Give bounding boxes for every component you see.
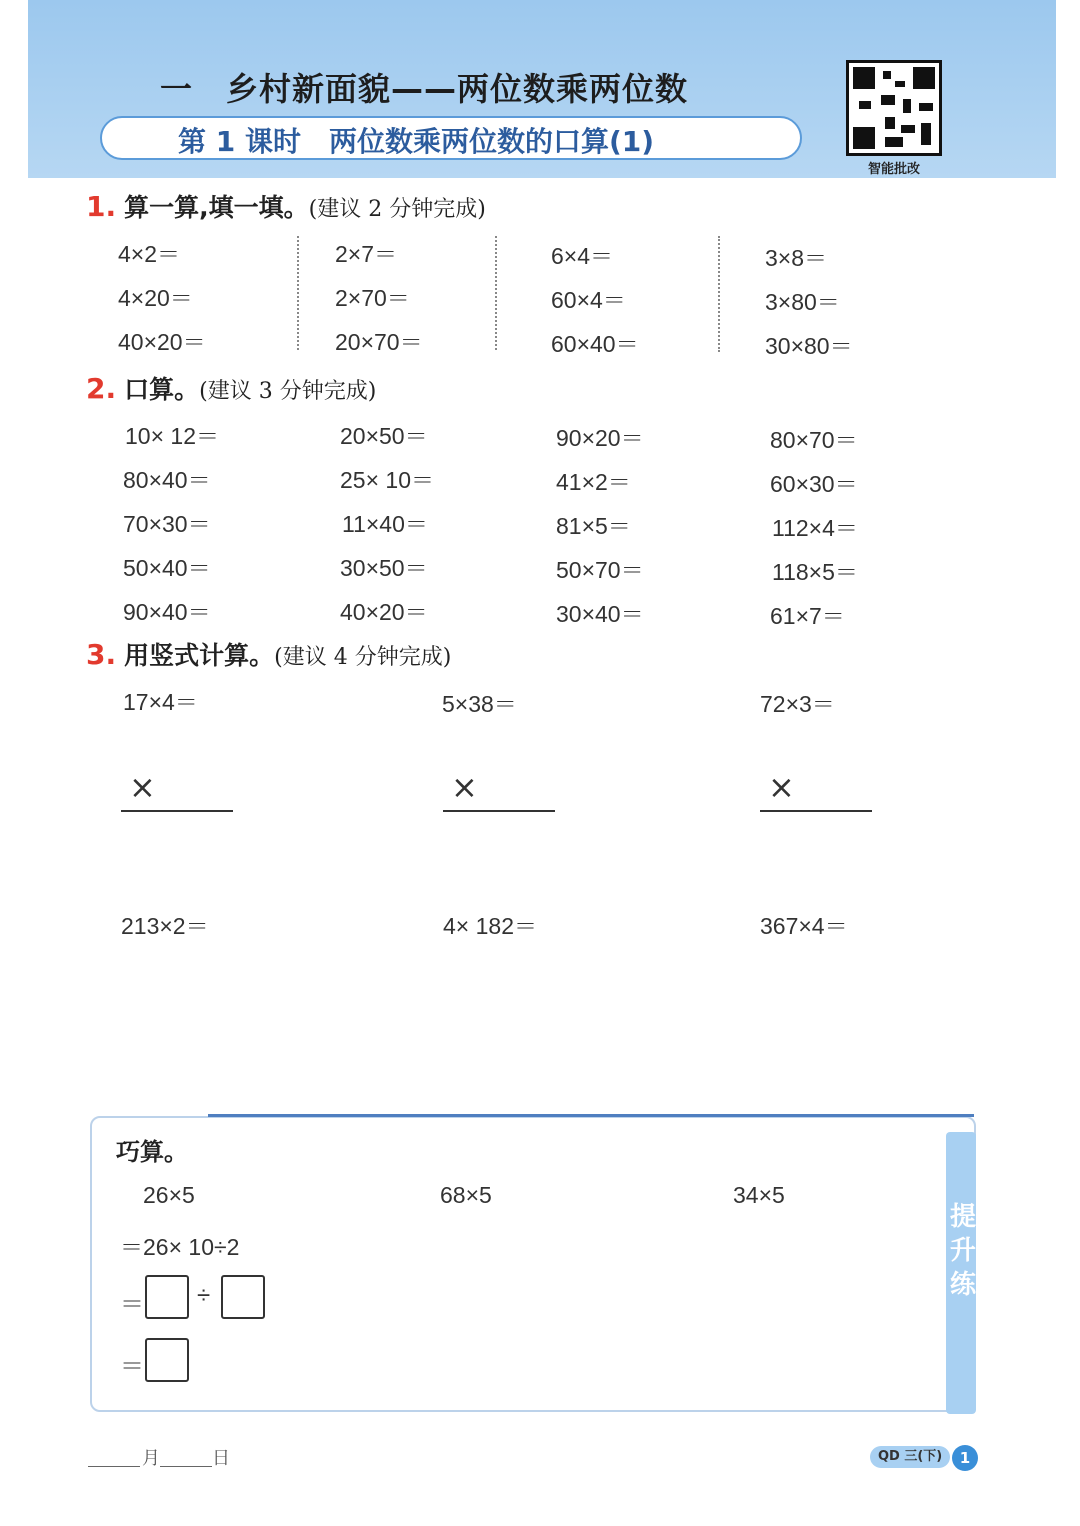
section-2-title — [86, 370, 376, 406]
answer-box[interactable] — [145, 1275, 189, 1319]
s2-problem: 11×40＝ — [342, 511, 428, 537]
s2-problem: 118×5＝ — [772, 559, 858, 585]
section-1-title — [86, 188, 486, 224]
s3-problem: 72×3＝ — [760, 691, 835, 717]
month-label: 月 — [142, 1448, 160, 1469]
day-blank[interactable] — [160, 1466, 212, 1467]
qr-code-icon[interactable] — [846, 60, 942, 156]
section-3-heading: 用竖式计算。 — [124, 641, 275, 670]
s3-problem: 367×4＝ — [760, 913, 848, 939]
edition-tag: QD 三(下) — [870, 1446, 950, 1468]
page-number: 1 — [952, 1445, 978, 1471]
times-sign: × — [768, 768, 795, 806]
s2-problem: 61×7＝ — [770, 603, 845, 629]
s3-problem: 213×2＝ — [121, 913, 209, 939]
equals-sign: ＝ — [120, 1291, 144, 1318]
qr-label: 智能批改 — [867, 162, 920, 177]
s1-problem: 3×80＝ — [765, 289, 840, 315]
unit-title: 一 乡村新面貌——两位数乘两位数 — [160, 70, 689, 108]
section-2-note: (建议 3 分钟完成) — [199, 379, 377, 404]
boost-problem: 68×5 — [440, 1182, 492, 1208]
lesson-title: 第 1 课时 两位数乘两位数的口算(1) — [178, 125, 655, 158]
s2-problem: 30×40＝ — [556, 601, 644, 627]
section-2-number: 2. — [86, 372, 117, 405]
s1-problem: 6×4＝ — [551, 243, 614, 269]
s2-problem: 40×20＝ — [340, 599, 428, 625]
s3-problem: 17×4＝ — [123, 689, 198, 715]
s2-problem: 81×5＝ — [556, 513, 631, 539]
s1-problem: 4×20＝ — [118, 285, 193, 311]
boost-problem: 34×5 — [733, 1182, 785, 1208]
section-3-note: (建议 4 分钟完成) — [274, 645, 452, 670]
vertical-calc-line — [760, 768, 872, 812]
s2-problem: 90×40＝ — [123, 599, 211, 625]
s2-problem: 30×50＝ — [340, 555, 428, 581]
s2-problem: 50×40＝ — [123, 555, 211, 581]
answer-box[interactable] — [221, 1275, 265, 1319]
s2-problem: 112×4＝ — [772, 515, 858, 541]
s1-problem: 2×70＝ — [335, 285, 410, 311]
s1-problem: 20×70＝ — [335, 329, 423, 355]
s1-problem: 60×4＝ — [551, 287, 626, 313]
s2-problem: 20×50＝ — [340, 423, 428, 449]
vertical-calc-line — [443, 768, 555, 812]
s1-problem: 30×80＝ — [765, 333, 853, 359]
s2-problem: 60×30＝ — [770, 471, 858, 497]
day-label: 日 — [212, 1448, 230, 1469]
boost-problem: 26×5 — [143, 1182, 195, 1208]
section-1-number: 1. — [86, 190, 117, 223]
boost-panel-accent — [208, 1114, 974, 1117]
s2-problem: 25× 10＝ — [340, 467, 434, 493]
s1-problem: 4×2＝ — [118, 241, 181, 267]
month-blank[interactable] — [88, 1466, 140, 1467]
column-divider — [495, 236, 497, 350]
boost-tab-text: 提升练 — [950, 1202, 977, 1300]
times-sign: × — [451, 768, 478, 806]
times-sign: × — [129, 768, 156, 806]
s2-problem: 80×70＝ — [770, 427, 858, 453]
boost-panel — [90, 1116, 976, 1412]
boost-step: ＝26× 10÷2 — [120, 1234, 240, 1260]
section-1-heading: 算一算,填一填。 — [124, 193, 309, 222]
s1-problem: 2×7＝ — [335, 241, 398, 267]
section-1-note: (建议 2 分钟完成) — [308, 197, 486, 222]
section-2-heading: 口算。 — [124, 375, 200, 404]
s2-problem: 41×2＝ — [556, 469, 631, 495]
divide-sign: ÷ — [197, 1282, 211, 1309]
s2-problem: 70×30＝ — [123, 511, 211, 537]
s3-problem: 5×38＝ — [442, 691, 517, 717]
s1-problem: 3×8＝ — [765, 245, 828, 271]
s2-problem: 50×70＝ — [556, 557, 644, 583]
boost-title: 巧算。 — [116, 1138, 188, 1166]
answer-box[interactable] — [145, 1338, 189, 1382]
section-3-number: 3. — [86, 638, 117, 671]
s2-problem: 90×20＝ — [556, 425, 644, 451]
s2-problem: 80×40＝ — [123, 467, 211, 493]
equals-sign: ＝ — [120, 1353, 144, 1380]
column-divider — [718, 236, 720, 352]
s1-problem: 40×20＝ — [118, 329, 206, 355]
column-divider — [297, 236, 299, 350]
s1-problem: 60×40＝ — [551, 331, 639, 357]
vertical-calc-line — [121, 768, 233, 812]
section-3-title — [86, 636, 451, 672]
s2-problem: 10× 12＝ — [125, 423, 219, 449]
s3-problem: 4× 182＝ — [443, 913, 537, 939]
boost-tab-label — [946, 1200, 976, 1302]
